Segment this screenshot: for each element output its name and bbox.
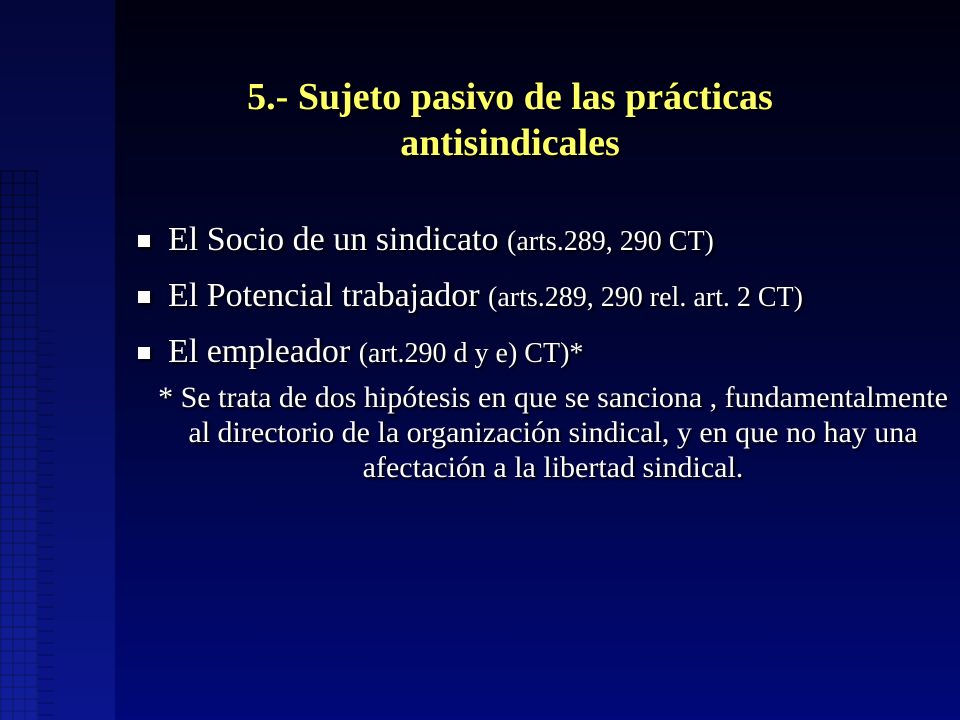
bullet-main-text: El Potencial trabajador — [168, 277, 489, 314]
bullet-item — [138, 332, 938, 374]
side-stripe-pattern — [38, 330, 54, 720]
bullet-item — [138, 276, 938, 318]
bullet-item — [138, 220, 938, 262]
bullet-reference: (art.290 d y e) CT)* — [358, 338, 584, 369]
bullet-text — [168, 276, 938, 318]
bullet-square-icon — [138, 291, 150, 303]
bullet-text — [168, 332, 938, 374]
bullet-reference: (arts.289, 290 rel. art. 2 CT) — [488, 282, 803, 313]
slide-title: 5.- Sujeto pasivo de las prácticas antisindicales — [247, 76, 773, 164]
bullet-reference: (arts.289, 290 CT) — [507, 226, 714, 257]
bullet-main-text: El Socio de un sindicato — [168, 221, 508, 258]
footnote-text: * Se trata de dos hipótesis en que se sanciona , fundamentalmente al directorio de la organización sindical, y en que no hay una afectación a la libertad sindical. — [158, 381, 948, 484]
bullet-square-icon — [138, 347, 150, 359]
slide-content — [138, 220, 948, 485]
bullet-text — [168, 220, 938, 262]
bullet-square-icon — [138, 235, 150, 247]
side-grid-pattern — [0, 170, 38, 720]
bullet-main-text: El empleador — [168, 333, 359, 370]
